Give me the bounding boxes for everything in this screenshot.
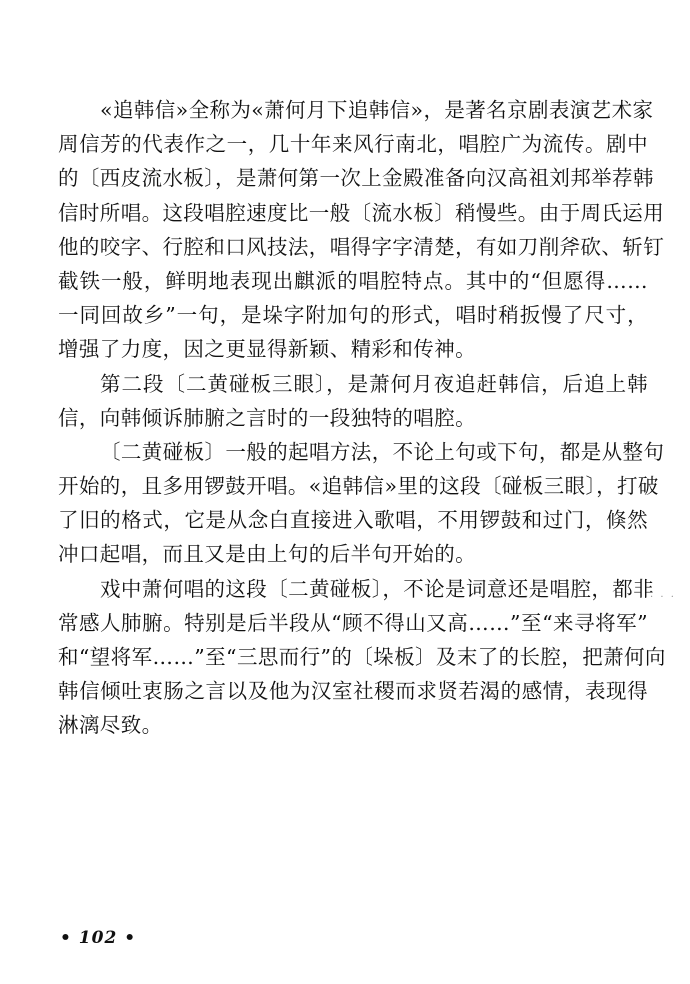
page-number: • 102 • <box>60 928 137 948</box>
text-line: 信，向韩倾诉肺腑之言时的一段独特的唱腔。 <box>58 405 476 430</box>
paragraph-4 <box>58 572 666 743</box>
text-line: 了旧的格式，它是从念白直接进入歌唱，不用锣鼓和过门，倏然 <box>58 508 648 533</box>
text-line: 〔二黄碰板〕一般的起唱方法，不论上句或下句，都是从整句 <box>100 439 665 464</box>
text-line: 一同回故乡”一句，是垛字附加句的形式，唱时稍扳慢了尺寸， <box>58 303 648 328</box>
paragraph-3 <box>58 435 665 572</box>
text-line: 周信芳的代表作之一，几十年来风行南北，唱腔广为流传。剧中 <box>58 132 648 157</box>
text-line: 开始的，且多用锣鼓开唱。«追韩信»里的这段〔碰板三眼〕，打破 <box>58 474 659 499</box>
text-line: 戏中萧何唱的这段〔二黄碰板〕，不论是词意还是唱腔，都非 <box>100 576 655 601</box>
text-line: «追韩信»全称为«萧何月下追韩信»，是著名京剧表演艺术家 <box>100 98 654 122</box>
text-line: 淋漓尽致。 <box>58 713 163 738</box>
text-line: 和“望将军……”至“三思而行”的〔垛板〕及末了的长腔，把萧何向 <box>58 645 666 669</box>
text-line: 信时所唱。这段唱腔速度比一般〔流水板〕稍慢些。由于周氏运用 <box>58 200 665 225</box>
paragraph-2 <box>58 367 648 435</box>
text-line: 常感人肺腑。特别是后半段从“顾不得山又高……”至“来寻将军” <box>58 610 648 635</box>
text-line: 增强了力度，因之更显得新颖、精彩和传神。 <box>58 337 476 362</box>
text-line: 截铁一般，鲜明地表现出麒派的唱腔特点。其中的“但愿得…… <box>58 268 648 293</box>
text-line: 韩信倾吐衷肠之言以及他为汉室社稷而求贤若渴的感情，表现得 <box>58 679 648 704</box>
paragraph-1 <box>58 93 665 367</box>
text-line: 冲口起唱，而且又是由上句的后半句开始的。 <box>58 542 476 567</box>
text-line: 的〔西皮流水板〕，是萧何第一次上金殿准备向汉高祖刘邦举荐韩 <box>58 166 654 191</box>
text-line: 第二段〔二黄碰板三眼〕，是萧何月夜追赶韩信，后追上韩 <box>100 371 648 396</box>
body-text <box>58 93 666 743</box>
text-line: 他的咬字、行腔和口风技法，唱得字字清楚，有如刀削斧砍、斩钉 <box>58 234 665 259</box>
scan-speck: · · · <box>650 592 676 603</box>
